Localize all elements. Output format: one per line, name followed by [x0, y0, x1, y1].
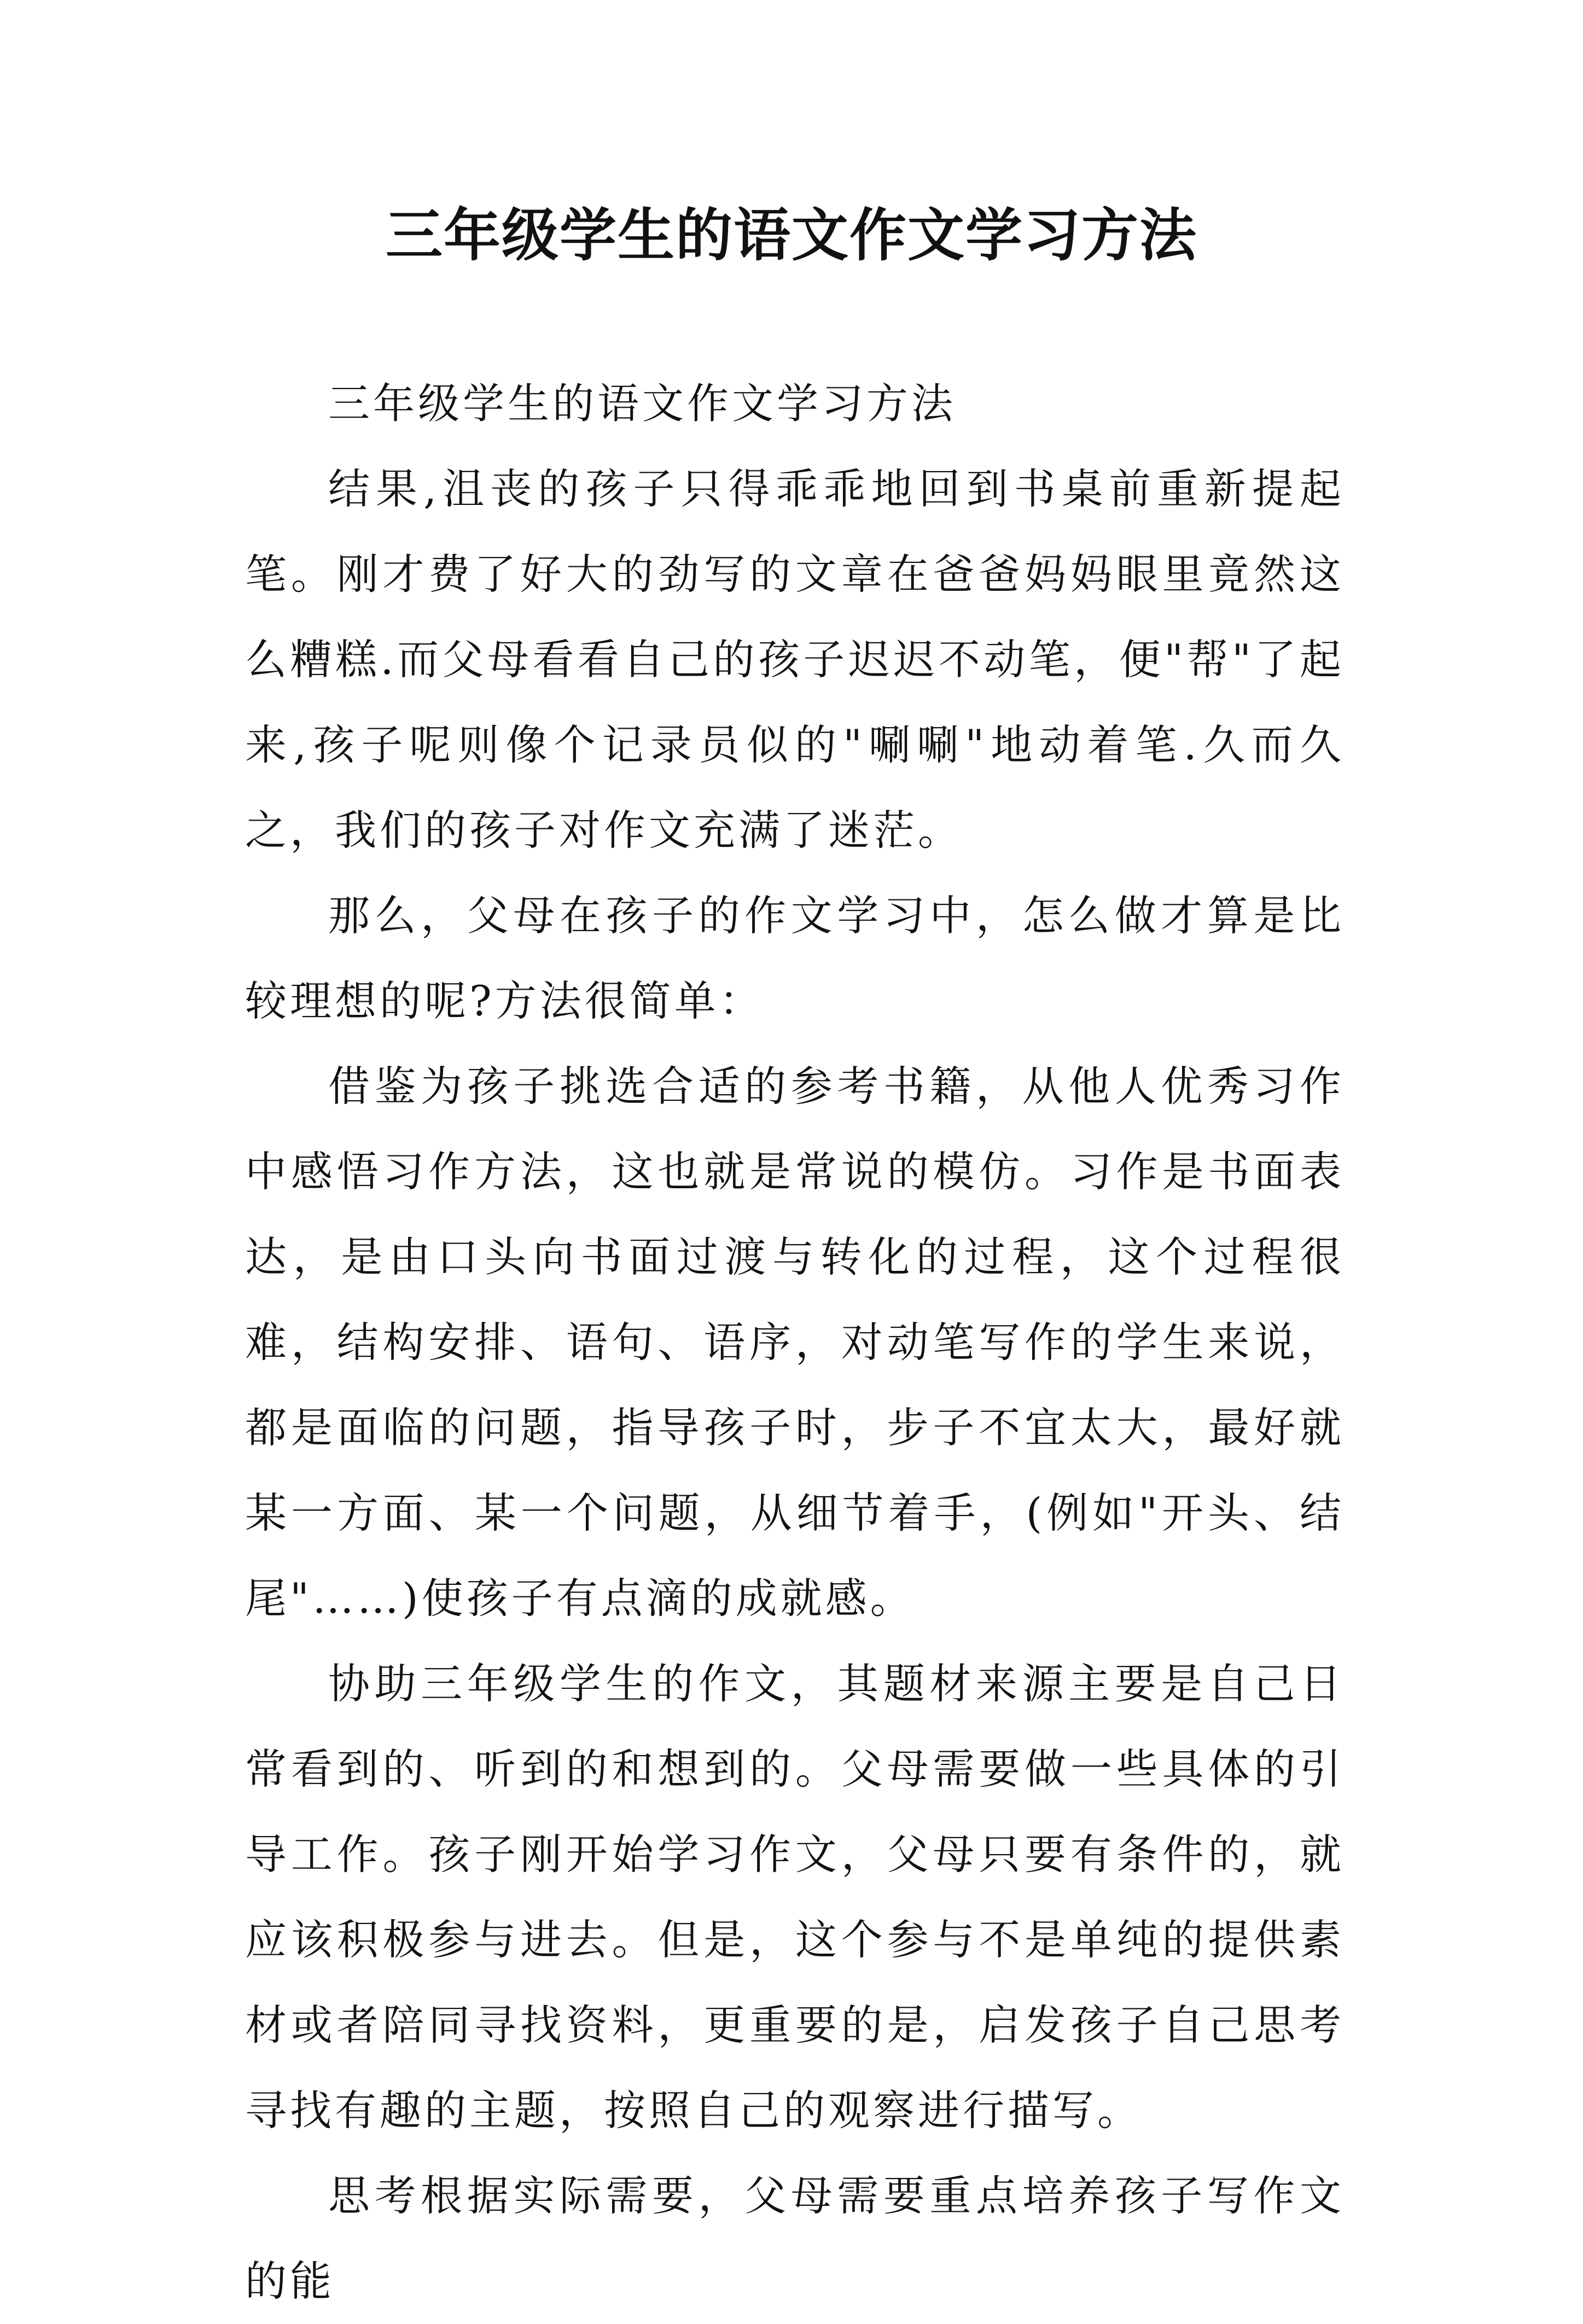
paragraph: 那么，父母在孩子的作文学习中，怎么做才算是比较理想的呢?方法很简单：	[245, 891, 1345, 1025]
paragraph: 借鉴为孩子挑选合适的参考书籍，从他人优秀习作中感悟习作方法，这也就是常说的模仿。习作是书面表达，是由口头向书面过渡与转化的过程，这个过程很难，结构安排、语句、语序，对动笔写作的学生来说，都是面临的问题，指导孩子时，步子不宜太大，最好就某一方面、某一个问题，从细节着手，(例如"开头、结尾"……)使孩子有点滴的成就感。	[245, 1062, 1345, 1623]
document-title: 三年级学生的语文作文学习方法	[385, 201, 1197, 269]
paragraph-subtitle: 三年级学生的语文作文学习方法	[328, 379, 956, 428]
document-body	[245, 361, 1345, 2324]
paragraph: 结果,沮丧的孩子只得乖乖地回到书桌前重新提起笔。刚才费了好大的劲写的文章在爸爸妈妈眼里竟然这么糟糕.而父母看看自己的孩子迟迟不动笔，便"帮"了起来,孩子呢则像个记录员似的"唰唰"地动着笔.久而久之，我们的孩子对作文充满了迷茫。	[245, 464, 1345, 855]
paragraph: 思考根据实际需要，父母需要重点培养孩子写作文的能	[245, 2171, 1345, 2305]
paragraph: 协助三年级学生的作文，其题材来源主要是自己日常看到的、听到的和想到的。父母需要做一些具体的引导工作。孩子刚开始学习作文，父母只要有条件的，就应该积极参与进去。但是，这个参与不是单纯的提供素材或者陪同寻找资料，更重要的是，启发孩子自己思考寻找有趣的主题，按照自己的观察进行描写。	[245, 1659, 1345, 2135]
